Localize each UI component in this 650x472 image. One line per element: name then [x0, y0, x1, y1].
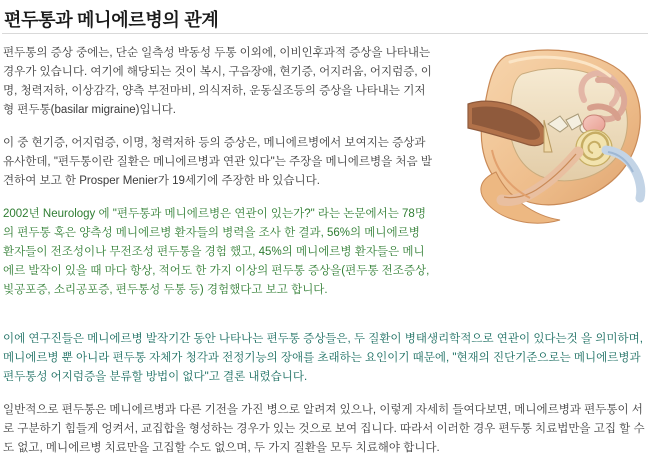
paragraph-4: 이에 연구진들은 메니에르병 발작기간 동안 나타나는 편두통 증상들은, 두 질환이 병태생리학적으로 연관이 있다는것 을 의미하며, 메니에르병 뿐 아니라 편두통 자체가 청각과 전정기능의 장애를 초래하는 요인이기 때문에, "현재의 진단기준으로는 메니에르병과 편두통성 어지럼증을 분류할 방법이 없다"고 결론 내렸습니다. [3, 333, 643, 383]
paragraph-2: 이 중 현기증, 어지럼증, 이명, 청력저하 등의 증상은, 메니에르병에서 보여지는 증상과 유사한데, "편두통이란 질환은 메니에르병과 연관 있다"는 주장을 메니에르병을 처음 발견하여 보고 한 Prosper Menier가 19세기에 주장한 바 있습니다. [3, 137, 432, 187]
article-body-column [3, 44, 433, 314]
paragraph-3: 2002년 Neurology 에 "편두통과 메니에르병은 연관이 있는가?" 라는 논문에서는 78명의 편두통 혹은 양측성 메니에르병 환자들의 병력을 조사 한 결과, 56%의 메니에르병 환자들이 전조성이나 무전조성 편두통을 경험 했고, 45%의 메니에르병 환자들은 메니에르 발작이 있을 때 마다 항상, 적어도 한 가지 이상의 편두통 증상을(편두통 전조증상, 빛공포증, 소리공포증, 편두통성 두통 등) 경험했다고 보고 합니다. [3, 208, 430, 296]
page-title: 편두통과 메니에르병의 관계 [4, 10, 219, 30]
article-footer-column [3, 330, 647, 472]
paragraph-1: 편두통의 증상 중에는, 단순 일측성 박동성 두통 이외에, 이비인후과적 증상을 나타내는 경우가 있습니다. 여기에 해당되는 것이 복시, 구음장애, 현기증, 어지러움, 어지럼증, 이명, 청력저하, 이상감각, 양측 부전마비, 의식저하, 운동실조등의 증상을 나타내는 기저형 편두통(basilar migraine)입니다. [3, 47, 432, 116]
ear-anatomy-illustration [448, 40, 648, 228]
title-divider [2, 33, 648, 34]
paragraph-5: 일반적으로 편두통은 메니에르병과 다른 기전을 가진 병으로 알려져 있으나, 이렇게 자세히 들여다보면, 메니에르병과 편두통이 서로 구분하기 힘들게 엉켜서, 교집합을 형성하는 경우가 있는 것으로 보여 집니다. 따라서 이러한 경우 편두통 치료법만을 고집 할 수도 없고, 메니에르병 치료만을 고집할 수도 없으며, 두 가지 질환을 모두 치료해야 합니다. [3, 404, 645, 454]
ear-anatomy-svg [448, 40, 648, 228]
